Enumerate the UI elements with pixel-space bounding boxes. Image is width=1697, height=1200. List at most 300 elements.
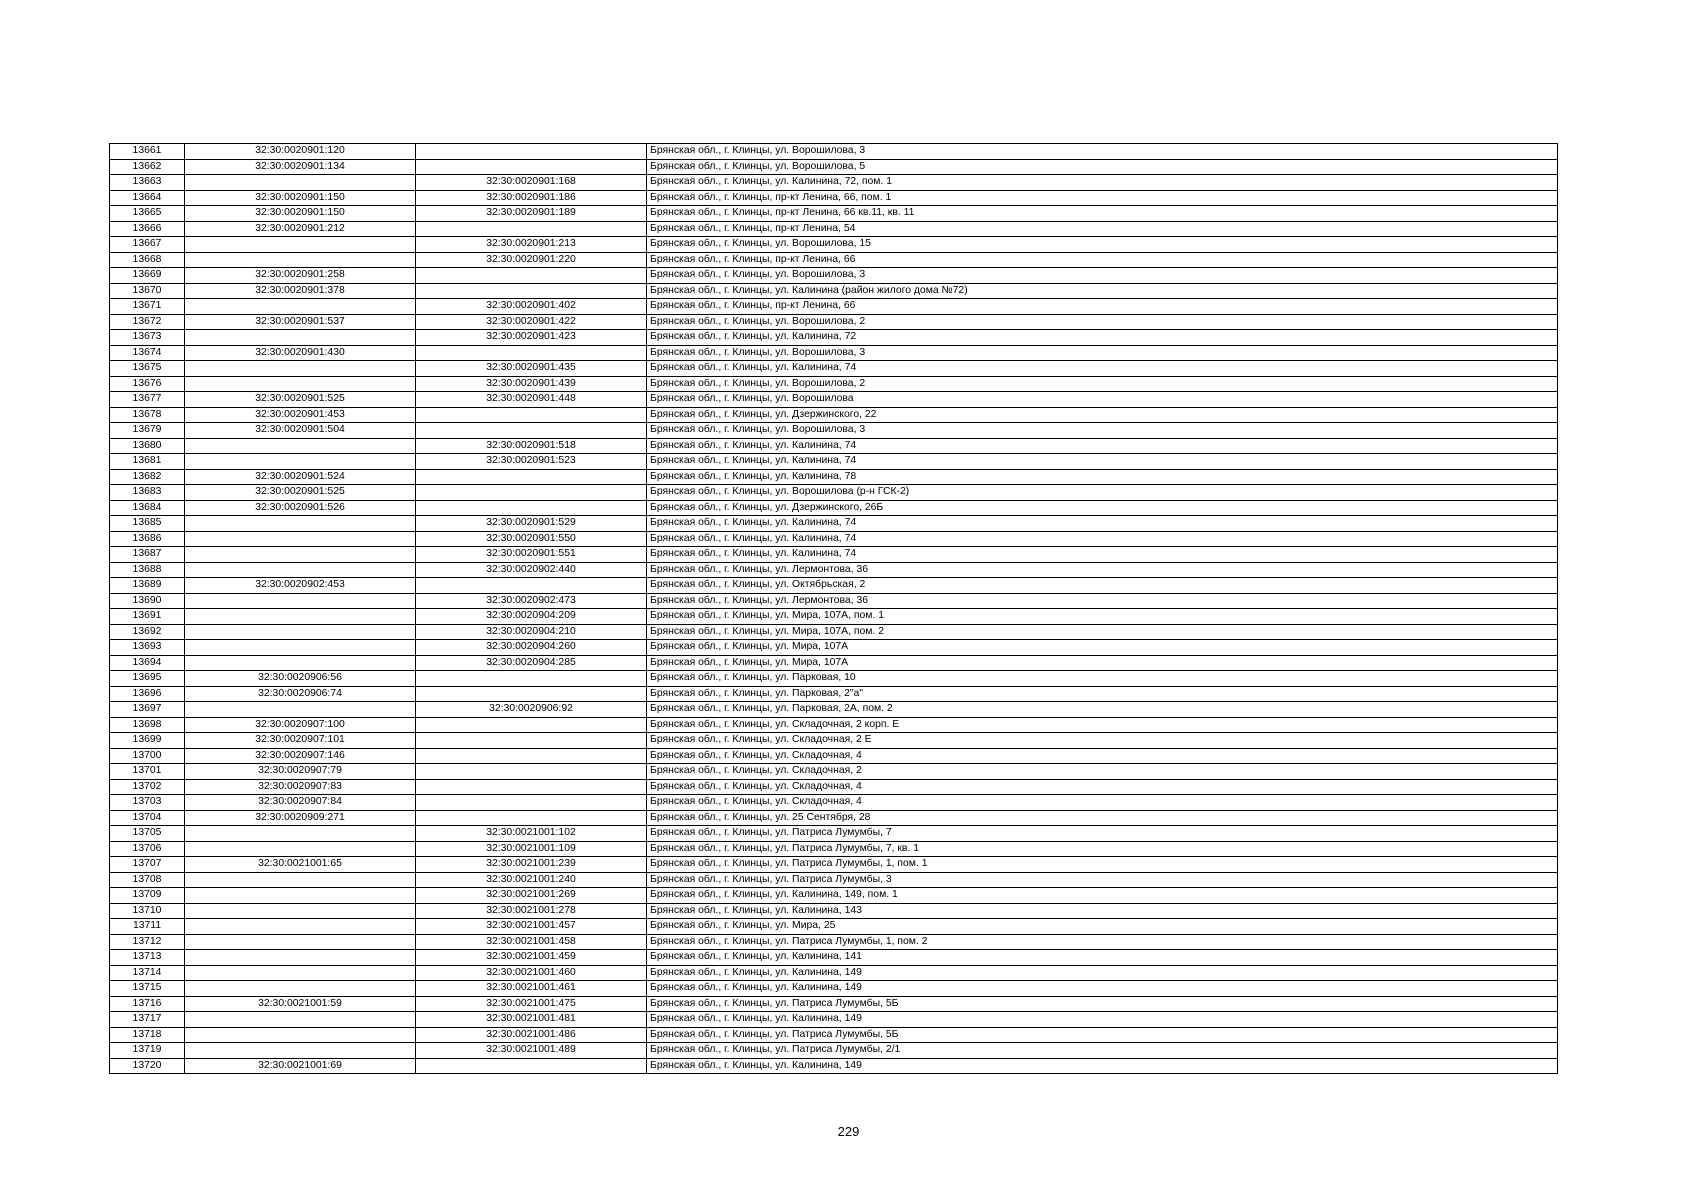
cadastral-number-cell: 32:30:0020907:146 [185,748,416,764]
object-cadastral-number-cell [416,779,647,795]
cadastral-number-cell [185,376,416,392]
address-cell: Брянская обл., г. Клинцы, ул. Складочная, 4 [647,779,1558,795]
row-number-cell: 13718 [110,1027,185,1043]
object-cadastral-number-cell [416,345,647,361]
row-number-cell: 13695 [110,671,185,687]
address-cell: Брянская обл., г. Клинцы, ул. Ворошилова, 2 [647,314,1558,330]
address-cell: Брянская обл., г. Клинцы, ул. Патриса Лумумбы, 2/1 [647,1043,1558,1059]
table-row [110,485,1558,501]
address-cell: Брянская обл., г. Клинцы, ул. Калинина, 149 [647,981,1558,997]
table-row [110,919,1558,935]
row-number-cell: 13708 [110,872,185,888]
cadastral-number-cell: 32:30:0020901:212 [185,221,416,237]
table-row [110,686,1558,702]
row-number-cell: 13689 [110,578,185,594]
address-cell: Брянская обл., г. Клинцы, ул. Ворошилова, 3 [647,423,1558,439]
object-cadastral-number-cell: 32:30:0021001:109 [416,841,647,857]
table-row [110,221,1558,237]
table-row [110,934,1558,950]
table-row [110,159,1558,175]
address-cell: Брянская обл., г. Клинцы, ул. Калинина, 74 [647,438,1558,454]
row-number-cell: 13705 [110,826,185,842]
table-row [110,516,1558,532]
cadastral-number-cell [185,655,416,671]
cadastral-number-cell: 32:30:0020907:79 [185,764,416,780]
row-number-cell: 13665 [110,206,185,222]
cadastral-number-cell [185,640,416,656]
cadastral-number-cell: 32:30:0020907:101 [185,733,416,749]
object-cadastral-number-cell [416,764,647,780]
object-cadastral-number-cell: 32:30:0021001:458 [416,934,647,950]
object-cadastral-number-cell [416,733,647,749]
address-cell: Брянская обл., г. Клинцы, ул. Складочная, 4 [647,795,1558,811]
table-row [110,361,1558,377]
address-cell: Брянская обл., г. Клинцы, ул. Мира, 107А [647,640,1558,656]
address-cell: Брянская обл., г. Клинцы, ул. Калинина, 149 [647,965,1558,981]
row-number-cell: 13677 [110,392,185,408]
address-cell: Брянская обл., г. Клинцы, ул. Ворошилова, 5 [647,159,1558,175]
object-cadastral-number-cell: 32:30:0020901:168 [416,175,647,191]
row-number-cell: 13681 [110,454,185,470]
row-number-cell: 13674 [110,345,185,361]
cadastral-number-cell [185,981,416,997]
cadastral-number-cell: 32:30:0020901:430 [185,345,416,361]
object-cadastral-number-cell: 32:30:0021001:489 [416,1043,647,1059]
table-row [110,593,1558,609]
object-cadastral-number-cell [416,221,647,237]
row-number-cell: 13720 [110,1058,185,1074]
object-cadastral-number-cell: 32:30:0020901:422 [416,314,647,330]
row-number-cell: 13696 [110,686,185,702]
object-cadastral-number-cell: 32:30:0020901:186 [416,190,647,206]
object-cadastral-number-cell: 32:30:0021001:102 [416,826,647,842]
address-cell: Брянская обл., г. Клинцы, ул. Ворошилова, 3 [647,345,1558,361]
address-cell: Брянская обл., г. Клинцы, ул. Дзержинского, 22 [647,407,1558,423]
table-row [110,981,1558,997]
address-cell: Брянская обл., г. Клинцы, ул. Патриса Лумумбы, 1, пом. 1 [647,857,1558,873]
address-cell: Брянская обл., г. Клинцы, ул. Октябрьская, 2 [647,578,1558,594]
address-cell: Брянская обл., г. Клинцы, ул. Калинина, 143 [647,903,1558,919]
table-row [110,578,1558,594]
object-cadastral-number-cell: 32:30:0020901:220 [416,252,647,268]
table-row [110,764,1558,780]
cadastral-number-cell [185,330,416,346]
cadastral-number-cell [185,531,416,547]
object-cadastral-number-cell: 32:30:0021001:460 [416,965,647,981]
table-row [110,996,1558,1012]
cadastral-number-cell: 32:30:0020901:378 [185,283,416,299]
table-row [110,392,1558,408]
cadastral-number-cell: 32:30:0020901:150 [185,190,416,206]
row-number-cell: 13685 [110,516,185,532]
row-number-cell: 13676 [110,376,185,392]
cadastral-number-cell: 32:30:0020901:524 [185,469,416,485]
address-cell: Брянская обл., г. Клинцы, ул. Калинина, 141 [647,950,1558,966]
address-cell: Брянская обл., г. Клинцы, ул. Калинина, 74 [647,531,1558,547]
object-cadastral-number-cell [416,469,647,485]
table-row [110,252,1558,268]
cadastral-number-cell: 32:30:0020901:525 [185,485,416,501]
address-cell: Брянская обл., г. Клинцы, ул. Патриса Лумумбы, 7 [647,826,1558,842]
address-cell: Брянская обл., г. Клинцы, ул. Патриса Лумумбы, 5Б [647,1027,1558,1043]
address-cell: Брянская обл., г. Клинцы, ул. Патриса Лумумбы, 7, кв. 1 [647,841,1558,857]
cadastral-number-cell [185,547,416,563]
object-cadastral-number-cell [416,810,647,826]
cadastral-number-cell: 32:30:0020901:120 [185,144,416,160]
row-number-cell: 13687 [110,547,185,563]
object-cadastral-number-cell [416,671,647,687]
object-cadastral-number-cell: 32:30:0020901:529 [416,516,647,532]
row-number-cell: 13692 [110,624,185,640]
cadastral-number-cell [185,562,416,578]
object-cadastral-number-cell: 32:30:0021001:457 [416,919,647,935]
object-cadastral-number-cell: 32:30:0020901:448 [416,392,647,408]
address-cell: Брянская обл., г. Клинцы, ул. Ворошилова, 3 [647,144,1558,160]
address-cell: Брянская обл., г. Клинцы, ул. Калинина, 149 [647,1058,1558,1074]
object-cadastral-number-cell [416,159,647,175]
address-cell: Брянская обл., г. Клинцы, ул. Лермонтова, 36 [647,562,1558,578]
address-cell: Брянская обл., г. Клинцы, ул. Патриса Лумумбы, 5Б [647,996,1558,1012]
cadastral-number-cell [185,1012,416,1028]
row-number-cell: 13710 [110,903,185,919]
object-cadastral-number-cell: 32:30:0021001:475 [416,996,647,1012]
address-cell: Брянская обл., г. Клинцы, пр-кт Ленина, 66 [647,299,1558,315]
table-row [110,888,1558,904]
address-cell: Брянская обл., г. Клинцы, ул. Калинина, 74 [647,361,1558,377]
table-row [110,1027,1558,1043]
row-number-cell: 13662 [110,159,185,175]
row-number-cell: 13717 [110,1012,185,1028]
object-cadastral-number-cell: 32:30:0020904:209 [416,609,647,625]
table-row [110,1058,1558,1074]
cadastral-number-cell: 32:30:0020901:537 [185,314,416,330]
object-cadastral-number-cell [416,748,647,764]
cadastral-number-cell [185,299,416,315]
row-number-cell: 13701 [110,764,185,780]
address-cell: Брянская обл., г. Клинцы, ул. Патриса Лумумбы, 1, пом. 2 [647,934,1558,950]
row-number-cell: 13679 [110,423,185,439]
table-row [110,547,1558,563]
row-number-cell: 13702 [110,779,185,795]
object-cadastral-number-cell: 32:30:0020901:213 [416,237,647,253]
object-cadastral-number-cell: 32:30:0020904:285 [416,655,647,671]
row-number-cell: 13680 [110,438,185,454]
object-cadastral-number-cell [416,144,647,160]
table-row [110,965,1558,981]
object-cadastral-number-cell: 32:30:0020901:518 [416,438,647,454]
address-cell: Брянская обл., г. Клинцы, ул. Мира, 25 [647,919,1558,935]
row-number-cell: 13686 [110,531,185,547]
cadastral-number-cell [185,593,416,609]
row-number-cell: 13714 [110,965,185,981]
cadastral-number-cell [185,888,416,904]
table-row [110,376,1558,392]
row-number-cell: 13671 [110,299,185,315]
address-cell: Брянская обл., г. Клинцы, пр-кт Ленина, 54 [647,221,1558,237]
row-number-cell: 13672 [110,314,185,330]
object-cadastral-number-cell: 32:30:0021001:481 [416,1012,647,1028]
cadastral-number-cell [185,237,416,253]
cadastral-number-cell: 32:30:0020907:83 [185,779,416,795]
cadastral-number-cell: 32:30:0020901:525 [185,392,416,408]
object-cadastral-number-cell: 32:30:0020902:473 [416,593,647,609]
row-number-cell: 13668 [110,252,185,268]
row-number-cell: 13700 [110,748,185,764]
table-row [110,190,1558,206]
object-cadastral-number-cell: 32:30:0020901:551 [416,547,647,563]
address-cell: Брянская обл., г. Клинцы, ул. Складочная, 4 [647,748,1558,764]
cadastral-number-cell [185,252,416,268]
table-row [110,1043,1558,1059]
table-row [110,702,1558,718]
object-cadastral-number-cell: 32:30:0020901:550 [416,531,647,547]
cadastral-number-cell [185,1027,416,1043]
address-cell: Брянская обл., г. Клинцы, ул. Калинина, 149 [647,1012,1558,1028]
address-cell: Брянская обл., г. Клинцы, ул. Ворошилова, 15 [647,237,1558,253]
object-cadastral-number-cell [416,1058,647,1074]
row-number-cell: 13706 [110,841,185,857]
row-number-cell: 13694 [110,655,185,671]
address-cell: Брянская обл., г. Клинцы, ул. 25 Сентября, 28 [647,810,1558,826]
cadastral-number-cell [185,965,416,981]
table-row [110,206,1558,222]
cadastral-number-cell [185,454,416,470]
cadastral-number-cell: 32:30:0020901:453 [185,407,416,423]
address-cell: Брянская обл., г. Клинцы, ул. Калинина, 72 [647,330,1558,346]
address-cell: Брянская обл., г. Клинцы, ул. Калинина, 72, пом. 1 [647,175,1558,191]
table-row [110,841,1558,857]
cadastral-number-cell [185,702,416,718]
table-row [110,779,1558,795]
object-cadastral-number-cell: 32:30:0020904:260 [416,640,647,656]
table-row [110,624,1558,640]
object-cadastral-number-cell [416,795,647,811]
table-row [110,671,1558,687]
address-cell: Брянская обл., г. Клинцы, ул. Парковая, 2"а" [647,686,1558,702]
table-row [110,283,1558,299]
address-cell: Брянская обл., г. Клинцы, ул. Калинина (район жилого дома №72) [647,283,1558,299]
address-cell: Брянская обл., г. Клинцы, ул. Ворошилова [647,392,1558,408]
row-number-cell: 13715 [110,981,185,997]
cadastral-number-cell: 32:30:0020907:100 [185,717,416,733]
object-cadastral-number-cell: 32:30:0020901:402 [416,299,647,315]
table-row [110,438,1558,454]
row-number-cell: 13709 [110,888,185,904]
object-cadastral-number-cell [416,578,647,594]
cadastral-number-cell: 32:30:0020901:504 [185,423,416,439]
address-cell: Брянская обл., г. Клинцы, ул. Ворошилова, 3 [647,268,1558,284]
row-number-cell: 13682 [110,469,185,485]
cadastral-number-cell [185,609,416,625]
cadastral-number-cell: 32:30:0020901:134 [185,159,416,175]
address-cell: Брянская обл., г. Клинцы, ул. Парковая, 2А, пом. 2 [647,702,1558,718]
row-number-cell: 13719 [110,1043,185,1059]
cadastral-number-cell [185,175,416,191]
address-cell: Брянская обл., г. Клинцы, ул. Калинина, 74 [647,454,1558,470]
address-cell: Брянская обл., г. Клинцы, ул. Патриса Лумумбы, 3 [647,872,1558,888]
object-cadastral-number-cell [416,423,647,439]
cadastral-number-cell [185,934,416,950]
table-row [110,407,1558,423]
row-number-cell: 13667 [110,237,185,253]
cadastral-number-cell [185,624,416,640]
row-number-cell: 13673 [110,330,185,346]
table-row [110,562,1558,578]
row-number-cell: 13678 [110,407,185,423]
object-cadastral-number-cell [416,686,647,702]
address-cell: Брянская обл., г. Клинцы, ул. Дзержинского, 26Б [647,500,1558,516]
address-cell: Брянская обл., г. Клинцы, ул. Ворошилова, 2 [647,376,1558,392]
cadastral-number-cell [185,826,416,842]
cadastral-number-cell [185,516,416,532]
row-number-cell: 13713 [110,950,185,966]
cadastral-number-cell: 32:30:0021001:65 [185,857,416,873]
table-row [110,314,1558,330]
cadastral-number-cell [185,903,416,919]
object-cadastral-number-cell: 32:30:0021001:459 [416,950,647,966]
cadastral-number-cell [185,919,416,935]
table-row [110,655,1558,671]
table-row [110,330,1558,346]
object-cadastral-number-cell: 32:30:0021001:486 [416,1027,647,1043]
cadastral-number-cell: 32:30:0020907:84 [185,795,416,811]
object-cadastral-number-cell: 32:30:0020906:92 [416,702,647,718]
row-number-cell: 13697 [110,702,185,718]
property-table [109,143,1558,1074]
cadastral-number-cell: 32:30:0020901:150 [185,206,416,222]
address-cell: Брянская обл., г. Клинцы, ул. Мира, 107А, пом. 2 [647,624,1558,640]
address-cell: Брянская обл., г. Клинцы, ул. Ворошилова (р-н ГСК-2) [647,485,1558,501]
address-cell: Брянская обл., г. Клинцы, ул. Калинина, 149, пом. 1 [647,888,1558,904]
object-cadastral-number-cell: 32:30:0020901:423 [416,330,647,346]
table-row [110,237,1558,253]
row-number-cell: 13711 [110,919,185,935]
cadastral-number-cell: 32:30:0020906:74 [185,686,416,702]
cadastral-number-cell: 32:30:0021001:59 [185,996,416,1012]
object-cadastral-number-cell: 32:30:0020901:439 [416,376,647,392]
row-number-cell: 13664 [110,190,185,206]
cadastral-number-cell [185,361,416,377]
object-cadastral-number-cell [416,500,647,516]
table-row [110,748,1558,764]
object-cadastral-number-cell: 32:30:0020901:189 [416,206,647,222]
row-number-cell: 13699 [110,733,185,749]
cadastral-number-cell: 32:30:0020902:453 [185,578,416,594]
cadastral-number-cell [185,1043,416,1059]
cadastral-number-cell [185,841,416,857]
cadastral-number-cell [185,872,416,888]
table-row [110,857,1558,873]
row-number-cell: 13670 [110,283,185,299]
object-cadastral-number-cell: 32:30:0021001:240 [416,872,647,888]
row-number-cell: 13661 [110,144,185,160]
cadastral-number-cell: 32:30:0020909:271 [185,810,416,826]
table-row [110,500,1558,516]
row-number-cell: 13666 [110,221,185,237]
row-number-cell: 13690 [110,593,185,609]
row-number-cell: 13704 [110,810,185,826]
row-number-cell: 13684 [110,500,185,516]
table-row [110,345,1558,361]
object-cadastral-number-cell [416,283,647,299]
address-cell: Брянская обл., г. Клинцы, пр-кт Ленина, 66, пом. 1 [647,190,1558,206]
row-number-cell: 13663 [110,175,185,191]
object-cadastral-number-cell: 32:30:0021001:278 [416,903,647,919]
table-row [110,903,1558,919]
object-cadastral-number-cell: 32:30:0021001:269 [416,888,647,904]
table-row [110,733,1558,749]
table-row [110,640,1558,656]
row-number-cell: 13703 [110,795,185,811]
table-row [110,423,1558,439]
row-number-cell: 13688 [110,562,185,578]
address-cell: Брянская обл., г. Клинцы, ул. Лермонтова, 36 [647,593,1558,609]
address-cell: Брянская обл., г. Клинцы, ул. Складочная, 2 Е [647,733,1558,749]
object-cadastral-number-cell: 32:30:0020902:440 [416,562,647,578]
object-cadastral-number-cell: 32:30:0021001:461 [416,981,647,997]
object-cadastral-number-cell: 32:30:0020901:523 [416,454,647,470]
table-row [110,717,1558,733]
table-row [110,268,1558,284]
object-cadastral-number-cell [416,407,647,423]
object-cadastral-number-cell [416,717,647,733]
table-body [110,144,1558,1074]
cadastral-number-cell: 32:30:0020901:258 [185,268,416,284]
row-number-cell: 13716 [110,996,185,1012]
address-cell: Брянская обл., г. Клинцы, ул. Складочная, 2 корп. Е [647,717,1558,733]
row-number-cell: 13693 [110,640,185,656]
table-row [110,175,1558,191]
table-row [110,454,1558,470]
table-row [110,469,1558,485]
address-cell: Брянская обл., г. Клинцы, ул. Калинина, 74 [647,516,1558,532]
row-number-cell: 13707 [110,857,185,873]
object-cadastral-number-cell [416,485,647,501]
cadastral-number-cell [185,950,416,966]
cadastral-number-cell: 32:30:0021001:69 [185,1058,416,1074]
table-row [110,872,1558,888]
address-cell: Брянская обл., г. Клинцы, ул. Мира, 107А, пом. 1 [647,609,1558,625]
row-number-cell: 13691 [110,609,185,625]
page-number: 229 [837,1124,860,1139]
table-row [110,950,1558,966]
address-cell: Брянская обл., г. Клинцы, ул. Калинина, 78 [647,469,1558,485]
address-cell: Брянская обл., г. Клинцы, ул. Мира, 107А [647,655,1558,671]
object-cadastral-number-cell: 32:30:0021001:239 [416,857,647,873]
cadastral-number-cell: 32:30:0020906:56 [185,671,416,687]
table-row [110,1012,1558,1028]
cadastral-number-cell: 32:30:0020901:526 [185,500,416,516]
row-number-cell: 13683 [110,485,185,501]
object-cadastral-number-cell [416,268,647,284]
table-row [110,795,1558,811]
object-cadastral-number-cell: 32:30:0020901:435 [416,361,647,377]
row-number-cell: 13669 [110,268,185,284]
object-cadastral-number-cell: 32:30:0020904:210 [416,624,647,640]
table-row [110,144,1558,160]
row-number-cell: 13698 [110,717,185,733]
address-cell: Брянская обл., г. Клинцы, пр-кт Ленина, 66 [647,252,1558,268]
table-row [110,826,1558,842]
table-row [110,531,1558,547]
table-row [110,609,1558,625]
table-row [110,810,1558,826]
address-cell: Брянская обл., г. Клинцы, пр-кт Ленина, 66 кв.11, кв. 11 [647,206,1558,222]
address-cell: Брянская обл., г. Клинцы, ул. Парковая, 10 [647,671,1558,687]
table-row [110,299,1558,315]
cadastral-number-cell [185,438,416,454]
address-cell: Брянская обл., г. Клинцы, ул. Складочная, 2 [647,764,1558,780]
